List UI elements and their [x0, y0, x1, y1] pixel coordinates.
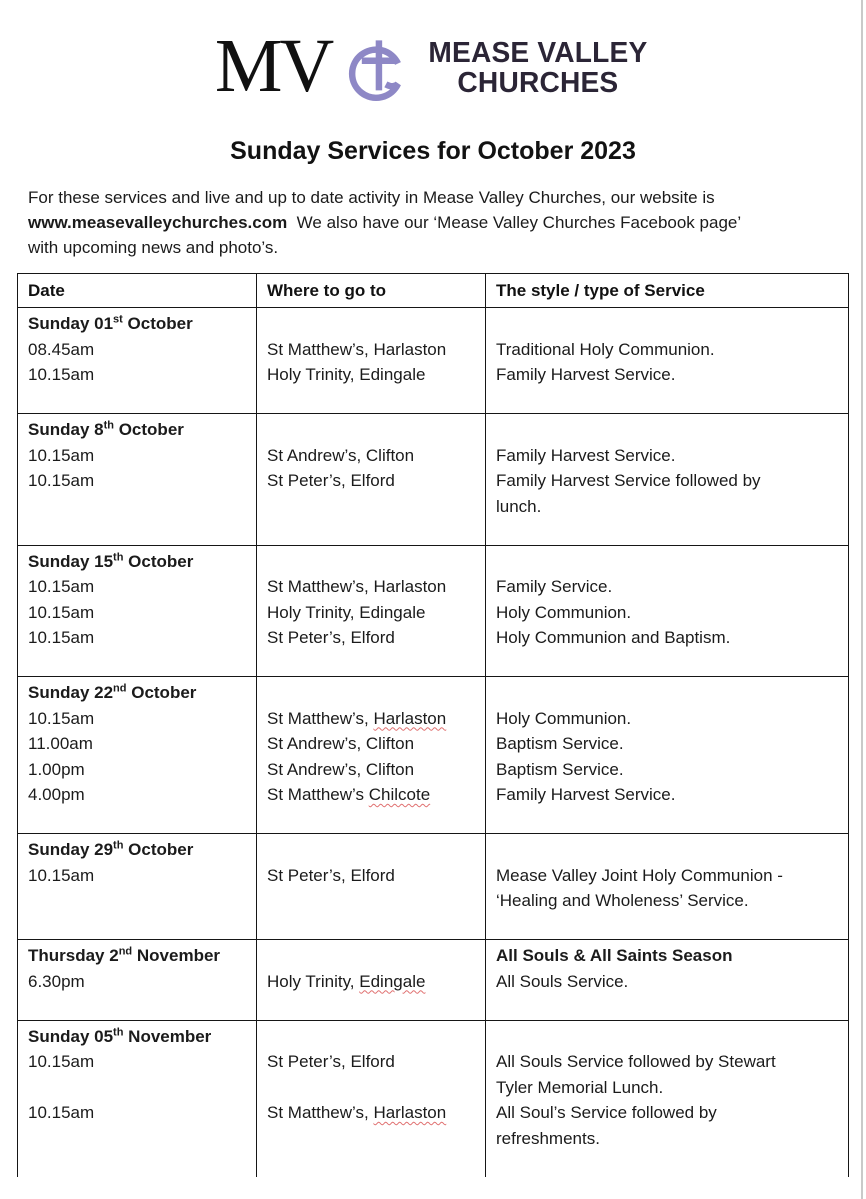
- service-group-row: [18, 677, 849, 834]
- text-line: Sunday 29th October: [28, 839, 194, 859]
- date-cell: [18, 1020, 257, 1177]
- date-cell: [18, 414, 257, 546]
- text-line: [496, 388, 840, 414]
- col-header-service-type: The style / type of Service: [486, 274, 849, 308]
- text-line: 10.15am: [28, 365, 95, 384]
- text-line: Holy Trinity, Edingale: [267, 971, 426, 991]
- text-line: Sunday 01st October: [28, 313, 193, 333]
- text-line: [267, 1075, 477, 1101]
- text-line: St Andrew’s, Clifton: [267, 734, 415, 753]
- text-line: [267, 808, 477, 834]
- service-cell: [486, 940, 849, 1021]
- services-table: [17, 273, 849, 1177]
- text-line: St Peter’s, Elford: [267, 1052, 395, 1071]
- logo-name-line2: CHURCHES: [457, 66, 619, 99]
- services-table-body: [18, 308, 849, 1177]
- text-line: [28, 808, 248, 834]
- text-line: 08.45am: [28, 339, 95, 359]
- text-line: refreshments.: [496, 1128, 600, 1148]
- where-cell: [257, 940, 486, 1021]
- text-line: [496, 417, 840, 443]
- text-line: Baptism Service.: [496, 759, 624, 779]
- text-line: Family Harvest Service followed by: [496, 471, 761, 490]
- text-line: 1.00pm: [28, 759, 85, 779]
- text-line: [496, 311, 840, 337]
- text-line: [496, 1151, 840, 1177]
- text-line: [267, 888, 477, 914]
- date-cell: [18, 940, 257, 1021]
- text-line: Thursday 2nd November: [28, 945, 221, 965]
- date-cell: [18, 677, 257, 834]
- text-line: [267, 651, 477, 677]
- text-line: 11.00am: [28, 734, 93, 753]
- text-line: Family Harvest Service.: [496, 785, 676, 804]
- text-line: 4.00pm: [28, 785, 85, 804]
- text-line: All Souls & All Saints Season: [496, 946, 733, 965]
- text-line: Baptism Service.: [496, 734, 624, 753]
- text-line: Traditional Holy Communion.: [496, 339, 715, 359]
- text-line: Sunday 15th October: [28, 550, 194, 571]
- text-line: [267, 549, 477, 575]
- text-line: St Peter’s, Elford: [267, 628, 395, 647]
- col-header-date: Date: [18, 274, 257, 308]
- text-line: [496, 808, 840, 834]
- text-line: St Matthew’s, Harlaston: [267, 577, 447, 596]
- text-line: St Matthew’s, Harlaston: [267, 708, 447, 728]
- service-group-row: [18, 308, 849, 414]
- intro-line-1: For these services and live and up to date activity in Mease Valley Churches, our website is: [28, 188, 715, 207]
- text-line: All Souls Service followed by Stewart: [496, 1052, 776, 1071]
- services-table-header: [18, 274, 849, 308]
- text-line: Family Service.: [496, 577, 613, 596]
- header-row: [18, 274, 849, 308]
- where-cell: [257, 545, 486, 677]
- text-line: 10.15am: [28, 577, 95, 596]
- text-line: [267, 837, 477, 863]
- text-line: [267, 388, 477, 414]
- service-cell: [486, 1020, 849, 1177]
- text-line: Family Harvest Service.: [496, 365, 676, 384]
- text-line: St Peter’s, Elford: [267, 471, 395, 490]
- text-line: Mease Valley Joint Holy Communion -: [496, 865, 783, 885]
- text-line: [267, 519, 477, 545]
- text-line: [267, 680, 477, 706]
- text-line: Sunday 22nd October: [28, 682, 197, 702]
- where-cell: [257, 308, 486, 414]
- text-line: Holy Communion.: [496, 708, 632, 728]
- text-line: Holy Communion.: [496, 602, 632, 622]
- text-line: [496, 549, 840, 575]
- text-line: [496, 837, 840, 863]
- text-line: Holy Communion and Baptism.: [496, 628, 731, 647]
- text-line: St Andrew’s, Clifton: [267, 759, 415, 779]
- text-line: [28, 519, 248, 545]
- text-line: 10.15am: [28, 865, 95, 885]
- text-line: Holy Trinity, Edingale: [267, 365, 426, 384]
- text-line: St Matthew’s, Harlaston: [267, 1103, 447, 1122]
- text-line: 10.15am: [28, 628, 95, 647]
- text-line: [267, 311, 477, 337]
- text-line: 10.15am: [28, 602, 95, 622]
- service-group-row: [18, 834, 849, 940]
- text-line: [267, 1126, 477, 1152]
- text-line: 10.15am: [28, 445, 95, 465]
- text-line: St Matthew’s Chilcote: [267, 785, 431, 804]
- where-cell: [257, 414, 486, 546]
- date-cell: [18, 308, 257, 414]
- text-line: [496, 914, 840, 940]
- text-line: [496, 519, 840, 545]
- logo-mv-monogram: MV: [214, 24, 332, 108]
- text-line: [496, 1024, 840, 1050]
- text-line: [28, 888, 248, 914]
- text-line: All Souls Service.: [496, 971, 629, 991]
- text-line: [267, 1024, 477, 1050]
- text-line: lunch.: [496, 496, 542, 516]
- text-line: [28, 1126, 248, 1152]
- service-cell: [486, 677, 849, 834]
- text-line: [28, 651, 248, 677]
- where-cell: [257, 834, 486, 940]
- service-cell: [486, 308, 849, 414]
- col-header-where: Where to go to: [257, 274, 486, 308]
- text-line: [267, 1151, 477, 1177]
- service-group-row: [18, 414, 849, 546]
- text-line: [267, 994, 477, 1020]
- text-line: St Matthew’s, Harlaston: [267, 339, 447, 359]
- text-line: Sunday 8th October: [28, 419, 184, 439]
- text-line: 6.30pm: [28, 971, 85, 991]
- text-line: [28, 388, 248, 414]
- text-line: [267, 943, 477, 969]
- text-line: [28, 1151, 248, 1177]
- text-line: [496, 651, 840, 677]
- text-line: [28, 994, 248, 1020]
- service-group-row: [18, 940, 849, 1021]
- intro-line-2-with-website-url: www.measevalleychurches.com We also have our ‘Mease Valley Churches Facebook page’: [28, 213, 742, 232]
- where-cell: [257, 1020, 486, 1177]
- logo: [0, 0, 866, 113]
- text-line: [28, 494, 248, 520]
- intro-line-3: with upcoming news and photo’s.: [28, 238, 279, 257]
- text-line: [267, 914, 477, 940]
- intro-paragraph: [28, 185, 866, 260]
- text-line: 10.15am: [28, 471, 95, 490]
- church-of-england-cross-icon: [341, 32, 415, 113]
- text-line: [496, 680, 840, 706]
- where-cell: [257, 677, 486, 834]
- text-line: [28, 914, 248, 940]
- logo-name-line1: MEASE VALLEY: [428, 37, 648, 69]
- text-line: [28, 1075, 248, 1101]
- text-line: St Peter’s, Elford: [267, 865, 395, 885]
- text-line: [267, 417, 477, 443]
- text-line: Sunday 05th November: [28, 1025, 212, 1046]
- text-line: Holy Trinity, Edingale: [267, 602, 426, 622]
- text-line: [496, 994, 840, 1020]
- logo-name: [429, 39, 648, 99]
- text-line: 10.15am: [28, 1052, 95, 1071]
- text-line: Tyler Memorial Lunch.: [496, 1077, 664, 1097]
- text-line: [267, 494, 477, 520]
- date-cell: [18, 545, 257, 677]
- text-line: Family Harvest Service.: [496, 445, 676, 465]
- service-cell: [486, 414, 849, 546]
- text-line: 10.15am: [28, 1103, 95, 1122]
- service-group-row: [18, 545, 849, 677]
- text-line: St Andrew’s, Clifton: [267, 445, 415, 465]
- text-line: 10.15am: [28, 708, 95, 728]
- service-cell: [486, 545, 849, 677]
- text-line: All Soul’s Service followed by: [496, 1103, 717, 1122]
- date-cell: [18, 834, 257, 940]
- service-group-row: [18, 1020, 849, 1177]
- viewer-right-edge-line: [861, 0, 863, 1199]
- page-title: Sunday Services for October 2023: [230, 137, 636, 165]
- text-line: ‘Healing and Wholeness’ Service.: [496, 891, 749, 910]
- service-cell: [486, 834, 849, 940]
